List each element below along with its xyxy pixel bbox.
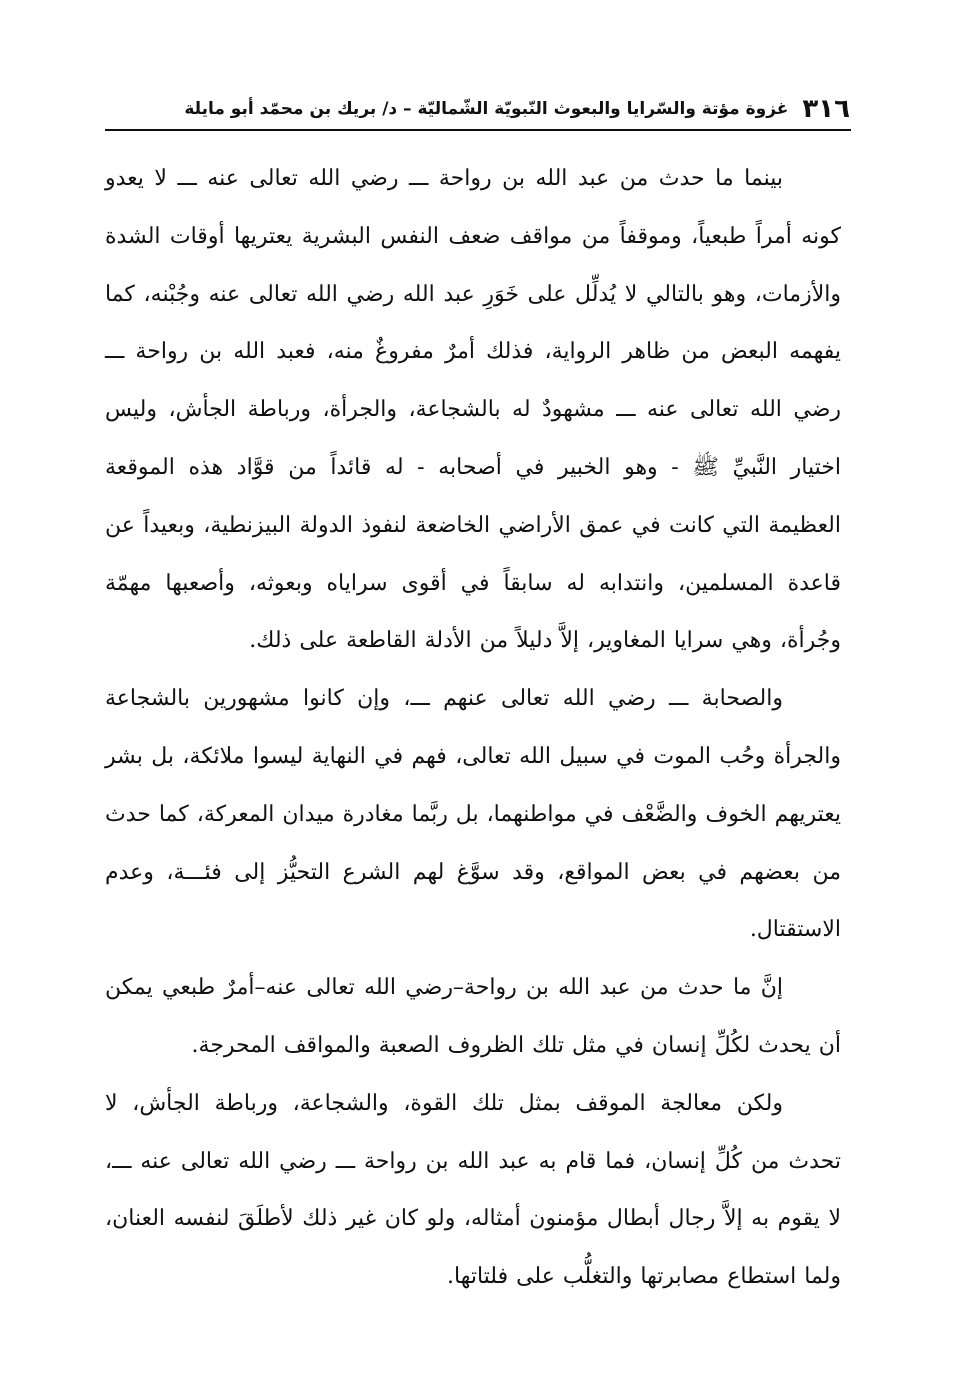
header-divider bbox=[105, 129, 851, 131]
page-number: ٣١٦ bbox=[802, 94, 850, 124]
running-header bbox=[130, 84, 850, 124]
body-text bbox=[105, 150, 841, 1306]
running-header-title: غزوة مؤتة والسّرايا والبعوث النّبويّة الشّماليّة – د/ بريك بن محمّد أبو مايلة bbox=[184, 99, 789, 119]
paragraph-3: إنَّ ما حدث من عبد الله بن رواحة–رضي الله تعالى عنه–أمرٌ طبعي يمكن أن يحدث لكُلِّ إنسان في مثل تلك الظروف الصعبة والمواقف المحرجة. bbox=[105, 975, 841, 1058]
paragraph-4: ولكن معالجة الموقف بمثل تلك القوة، والشجاعة، ورباطة الجأش، لا تحدث من كُلِّ إنسان، فما قام به عبد الله بن رواحة ـــ رضي الله تعالى عنه ـــ، لا يقوم به إلاَّ رجال أبطال مؤمنون أمثاله، ولو كان غير ذلك لأطلَقَ لنفسه العنان، ولما استطاع مصابرتها والتغلُّب على فلتاتها. bbox=[105, 1090, 841, 1290]
paragraph-2: والصحابة ـــ رضي الله تعالى عنهم ـــ، وإن كانوا مشهورين بالشجاعة والجرأة وحُب الموت في سبيل الله تعالى، فهم في النهاية ليسوا ملائكة، بل بشر يعتريهم الخوف والضَّعْف في مواطنهما، بل ربَّما مغادرة ميدان المعركة، كما حدث من بعضهم في بعض المواقع، وقد سوَّغ لهم الشرع التحيُّز إلى فئـــة، وعدم الاستقتال. bbox=[104, 686, 841, 943]
paragraph-1: بينما ما حدث من عبد الله بن رواحة ـــ رضي الله تعالى عنه ـــ لا يعدو كونه أمراً طبعياً، وموقفاً من مواقف ضعف النفس البشرية يعتريها أوقات الشدة والأزمات، وهو بالتالي لا يُدلِّل على خَوَرِ عبد الله رضي الله تعالى عنه وجُبْنه، كما يفهمه البعض من ظاهر الرواية، فذلك أمرٌ مفروغٌ منه، فعبد الله بن رواحة ـــ رضي الله تعالى عنه ـــ مشهودٌ له بالشجاعة، والجرأة، ورباطة الجأش، وليس اختيار النَّبيِّ ﷺ - وهو الخبير في أصحابه - له قائداً من قوَّاد هذه الموقعة العظيمة التي كانت في عمق الأراضي الخاضعة لنفوذ الدولة البيزنطية، وبعيداً عن قاعدة المسلمين، وانتدابه له سابقاً في أقوى سراياه وبعوثه، وأصعبها مهمّة وجُرأة، وهي سرايا المغاوير، إلاَّ دليلاً من الأدلة القاطعة على ذلك. bbox=[105, 166, 841, 654]
